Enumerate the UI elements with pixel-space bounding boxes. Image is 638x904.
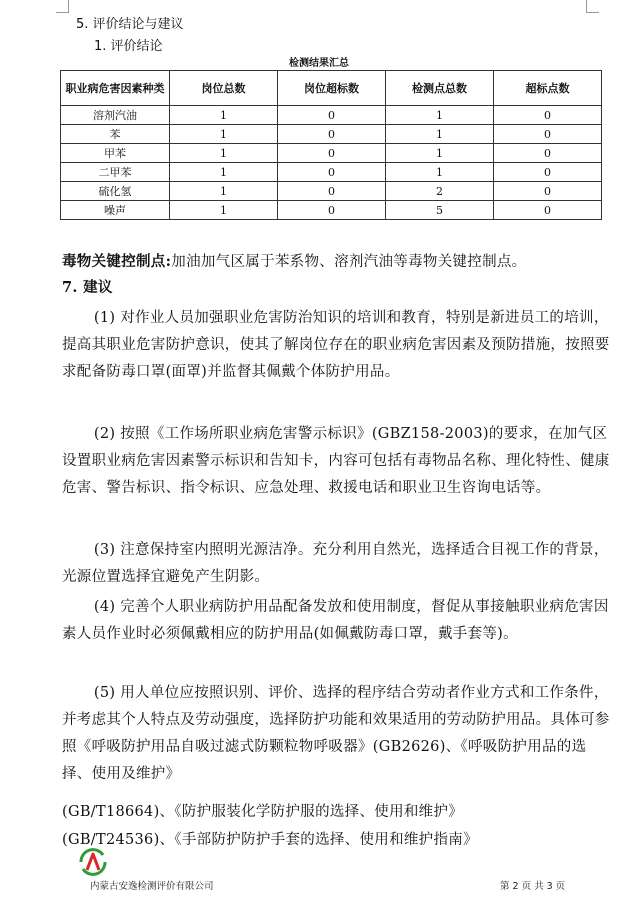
- crop-mark-top-right: [586, 0, 599, 13]
- section-heading: 5. 评价结论与建议: [76, 17, 184, 32]
- cell-value: 0: [278, 106, 386, 125]
- cell-value: 1: [170, 182, 278, 201]
- header-post-total: 岗位总数: [170, 71, 278, 106]
- cell-value: 1: [170, 125, 278, 144]
- cell-value: 1: [386, 125, 494, 144]
- footer-page-number: 第 2 页 共 3 页: [500, 881, 566, 892]
- table-caption: 检测结果汇总: [289, 58, 349, 69]
- cell-value: 0: [494, 182, 602, 201]
- cell-value: 5: [386, 201, 494, 220]
- standard-reference-line: (GB/T24536)、《手部防护防护手套的选择、使用和维护指南》: [62, 832, 478, 848]
- results-summary-table: [60, 70, 602, 220]
- table-row: [61, 201, 602, 220]
- cell-hazard: 苯: [61, 125, 170, 144]
- section-7-title: 7. 建议: [62, 279, 113, 296]
- header-post-exceed: 岗位超标数: [278, 71, 386, 106]
- cell-value: 0: [494, 163, 602, 182]
- table-row: [61, 182, 602, 201]
- cell-hazard: 甲苯: [61, 144, 170, 163]
- header-point-exceed: 超标点数: [494, 71, 602, 106]
- company-logo-icon: [78, 848, 108, 876]
- crop-mark-top-left: [56, 0, 69, 13]
- cell-value: 0: [278, 125, 386, 144]
- cell-hazard: 二甲苯: [61, 163, 170, 182]
- cell-hazard: 溶剂汽油: [61, 106, 170, 125]
- cell-value: 2: [386, 182, 494, 201]
- suggestion-paragraph-3: (3) 注意保持室内照明光源洁净。充分利用自然光，选择适合目视工作的背景，光源位置选择宜避免产生阴影。: [62, 542, 609, 585]
- cell-value: 0: [494, 144, 602, 163]
- header-point-total: 检测点总数: [386, 71, 494, 106]
- cell-value: 1: [170, 144, 278, 163]
- subsection-heading: 1. 评价结论: [94, 39, 163, 54]
- standard-reference-line: (GB/T18664)、《防护服装化学防护服的选择、使用和维护》: [62, 804, 464, 820]
- suggestion-paragraph-1: (1) 对作业人员加强职业危害防治知识的培训和教育，特别是新进员工的培训，提高其职业危害防护意识，使其了解岗位存在的职业病危害因素及预防措施，按照要求配备防毒口罩(面罩)并监督其佩戴个体防护用品。: [62, 310, 610, 380]
- cell-value: 0: [278, 144, 386, 163]
- table-row: [61, 125, 602, 144]
- table-header-row: [61, 71, 602, 106]
- cell-value: 1: [386, 144, 494, 163]
- footer-company-name: 内蒙古安逸检测评价有限公司: [90, 881, 214, 892]
- suggestion-paragraph-5: (5) 用人单位应按照识别、评价、选择的程序结合劳动者作业方式和工作条件，并考虑其个人特点及劳动强度，选择防护功能和效果适用的劳动防护用品。具体可参照《呼吸防护用品自吸过滤式防颗粒物呼吸器》(GB2626)、《呼吸防护用品的选择、使用及维护》: [62, 685, 610, 782]
- cell-value: 1: [386, 106, 494, 125]
- header-hazard-type: 职业病危害因素种类: [61, 71, 170, 106]
- cell-value: 0: [494, 201, 602, 220]
- cell-value: 1: [170, 163, 278, 182]
- cell-value: 0: [278, 182, 386, 201]
- suggestion-paragraph-4: (4) 完善个人职业病防护用品配备发放和使用制度，督促从事接触职业病危害因素人员作业时必须佩戴相应的防护用品(如佩戴防毒口罩，戴手套等)。: [62, 599, 609, 642]
- cell-hazard: 噪声: [61, 201, 170, 220]
- key-control-point-text: 加油加气区属于苯系物、溶剂汽油等毒物关键控制点。: [171, 254, 527, 270]
- key-control-point: [62, 248, 610, 276]
- cell-value: 1: [386, 163, 494, 182]
- cell-value: 1: [170, 106, 278, 125]
- table-row: [61, 144, 602, 163]
- cell-value: 0: [494, 106, 602, 125]
- cell-value: 0: [278, 201, 386, 220]
- cell-hazard: 硫化氢: [61, 182, 170, 201]
- key-control-point-label: 毒物关键控制点:: [62, 253, 172, 270]
- cell-value: 0: [278, 163, 386, 182]
- cell-value: 1: [170, 201, 278, 220]
- table-row: [61, 106, 602, 125]
- cell-value: 0: [494, 125, 602, 144]
- suggestion-paragraph-2: (2) 按照《工作场所职业病危害警示标识》(GBZ158-2003)的要求，在加气区设置职业病危害因素警示标识和告知卡，内容可包括有毒物品名称、理化特性、健康危害、警告标识、指令标识、应急处理、救援电话和职业卫生咨询电话等。: [62, 426, 610, 496]
- table-row: [61, 163, 602, 182]
